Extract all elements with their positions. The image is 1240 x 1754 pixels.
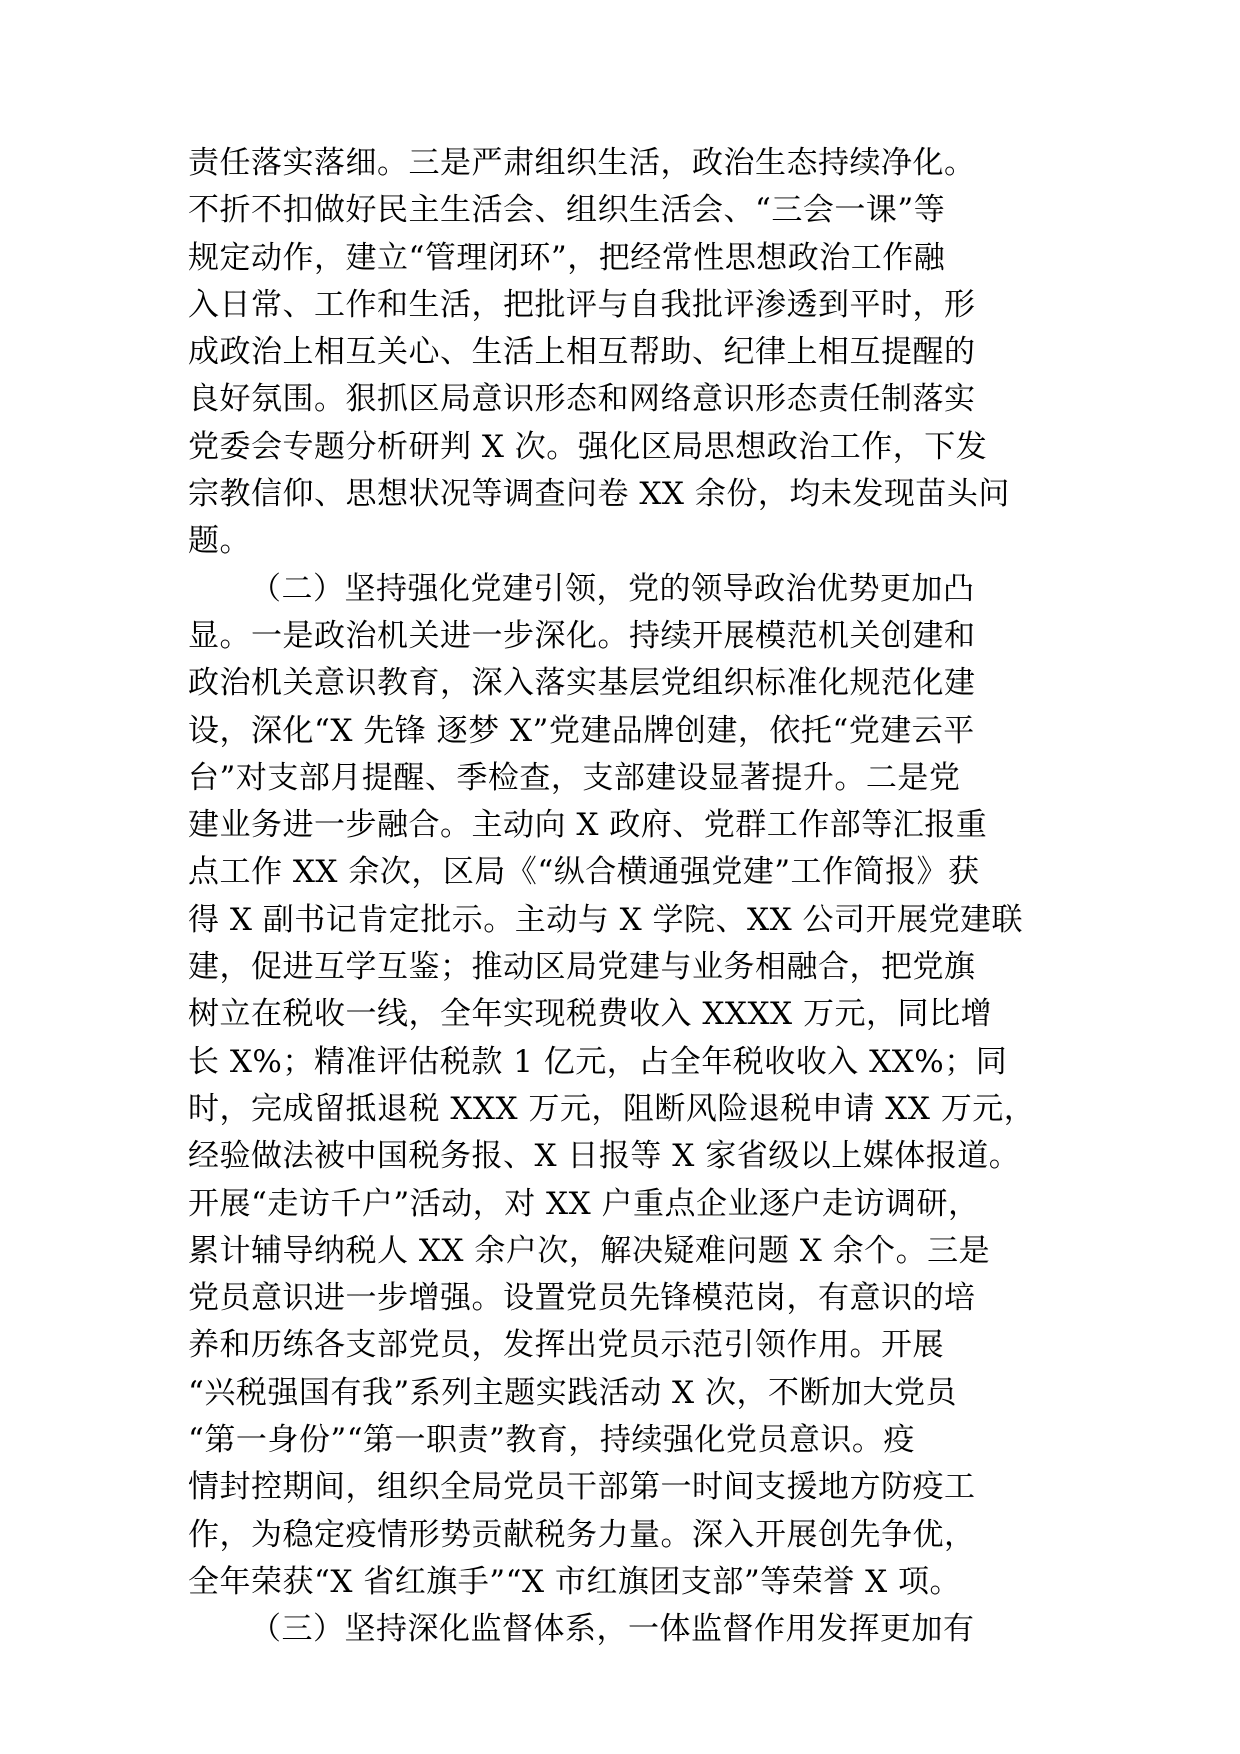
text-line: 得 X 副书记肯定批示。主动与 X 学院、XX 公司开展党建联 — [188, 901, 1024, 938]
text-line: 党委会专题分析研判 X 次。强化区局思想政治工作，下发 — [188, 428, 988, 465]
text-line: 建，促进互学互鉴；推动区局党建与业务相融合，把党旗 — [188, 949, 976, 986]
text-line: 点工作 XX 余次，区局《“纵合横通强党建”工作简报》获 — [188, 854, 980, 891]
text-line: 显。一是政治机关进一步深化。持续开展模范机关创建和 — [188, 617, 976, 654]
text-line: 成政治上相互关心、生活上相互帮助、纪律上相互提醒的 — [188, 334, 976, 371]
text-line: 养和历练各支部党员，发挥出党员示范引领作用。开展 — [188, 1327, 944, 1364]
text-line: 时，完成留抵退税 XXX 万元，阻断风险退税申请 XX 万元， — [188, 1090, 1036, 1127]
text-line: 累计辅导纳税人 XX 余户次，解决疑难问题 X 余个。三是 — [188, 1232, 991, 1269]
text-line: 全年荣获“X 省红旗手”“X 市红旗团支部”等荣誉 X 项。 — [188, 1563, 962, 1600]
text-line: 开展“走访千户”活动，对 XX 户重点企业逐户走访调研， — [188, 1185, 980, 1222]
text-line: 建业务进一步融合。主动向 X 政府、党群工作部等汇报重 — [188, 807, 988, 844]
text-line: 宗教信仰、思想状况等调查问卷 XX 余份，均未发现苗头问 — [188, 476, 1010, 513]
text-line: 题。 — [188, 523, 251, 560]
document-body — [188, 140, 1068, 1654]
paragraph-first-line: （三）坚持深化监督体系，一体监督作用发挥更加有 — [250, 1611, 975, 1648]
text-line: 树立在税收一线，全年实现税费收入 XXXX 万元，同比增 — [188, 996, 992, 1033]
text-line: 党员意识进一步增强。设置党员先锋模范岗，有意识的培 — [188, 1280, 976, 1317]
text-line: 不折不扣做好民主生活会、组织生活会、“三会一课”等 — [188, 192, 946, 229]
text-line: 良好氛围。狠抓区局意识形态和网络意识形态责任制落实 — [188, 381, 976, 418]
text-line: “兴税强国有我”系列主题实践活动 X 次，不断加大党员 — [188, 1374, 957, 1411]
text-line: 设，深化“X 先锋 逐梦 X”党建品牌创建，依托“党建云平 — [188, 712, 975, 749]
text-line: 长 X%；精准评估税款 1 亿元，占全年税收收入 XX%；同 — [188, 1043, 1008, 1080]
text-line: 作，为稳定疫情形势贡献税务力量。深入开展创先争优， — [188, 1516, 976, 1553]
text-line: 政治机关意识教育，深入落实基层党组织标准化规范化建 — [188, 665, 976, 702]
text-line: 责任落实落细。三是严肃组织生活，政治生态持续净化。 — [188, 145, 976, 181]
paragraph-first-line: （二）坚持强化党建引领，党的领导政治优势更加凸 — [250, 570, 975, 607]
text-line: “第一身份”“第一职责”教育，持续强化党员意识。疫 — [188, 1422, 915, 1459]
text-line: 情封控期间，组织全局党员干部第一时间支援地方防疫工 — [188, 1469, 976, 1506]
text-line: 台”对支部月提醒、季检查，支部建设显著提升。二是党 — [188, 759, 961, 796]
text-line: 经验做法被中国税务报、X 日报等 X 家省级以上媒体报道。 — [188, 1138, 1021, 1175]
text-line: 入日常、工作和生活，把批评与自我批评渗透到平时，形 — [188, 286, 976, 323]
text-line: 规定动作，建立“管理闭环”，把经常性思想政治工作融 — [188, 239, 946, 276]
